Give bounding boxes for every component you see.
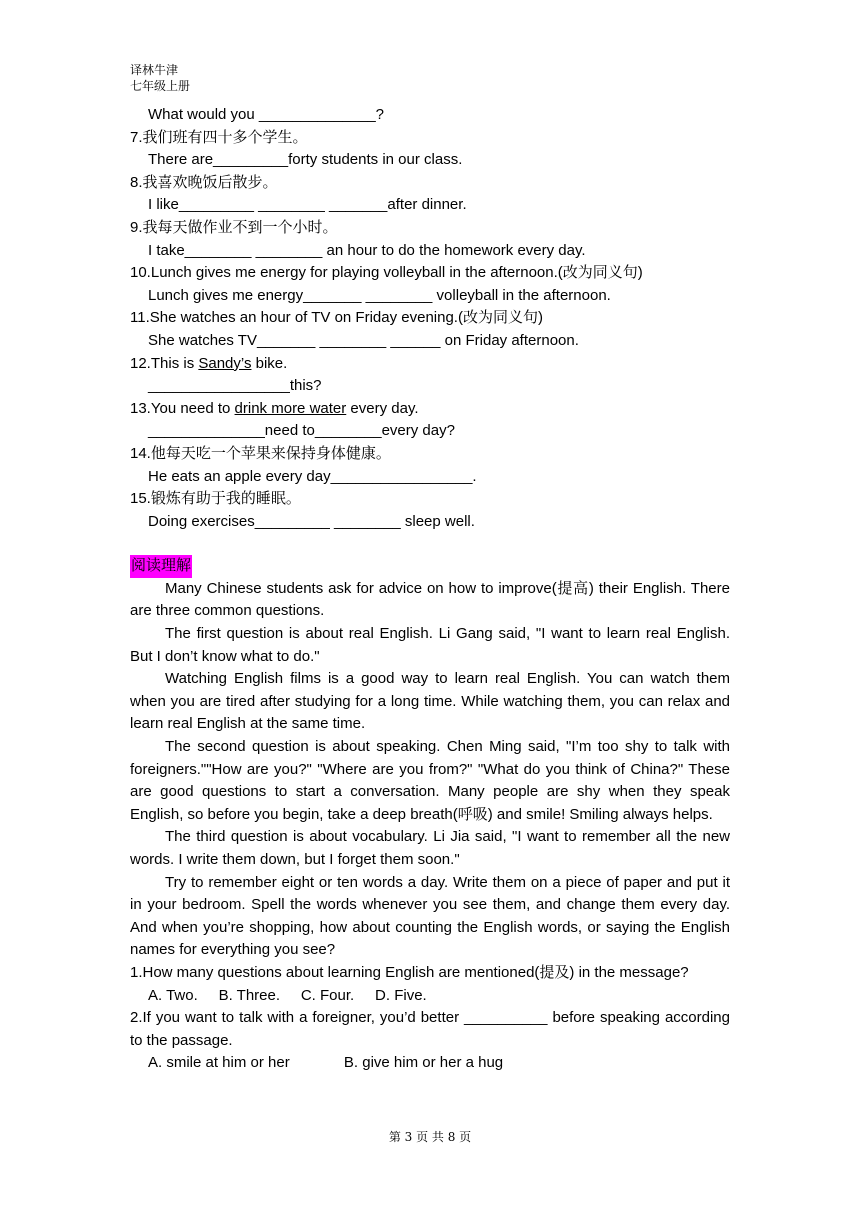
exercise-item: 14.他每天吃一个苹果来保持身体健康。 (130, 444, 391, 462)
answer-options: A. smile at him or her B. give him or her a hug (148, 1054, 504, 1072)
header-grade: 七年级上册 (130, 79, 191, 93)
exercise-item: 11.She watches an hour of TV on Friday evening.(改为同义句) (130, 309, 543, 327)
underlined-phrase: drink more water (234, 399, 347, 417)
exercise-item: 10.Lunch gives me energy for playing volleyball in the afternoon.(改为同义句) (130, 264, 643, 282)
answer-line: I like_________ ________ _______after dinner. (148, 196, 467, 214)
answer-line: There are_________forty students in our class. (148, 151, 463, 169)
passage-paragraph: The second question is about speaking. Chen Ming said, "I’m too shy to talk with foreigners.""How are you?" "Where are you from?" "What do you think of China?" These are good questions to start a conversation. Many people are shy when they speak English, so before you begin, take a deep breath(呼吸) and smile! Smiling always helps. (130, 738, 730, 823)
reading-passage (130, 578, 730, 962)
reading-section (130, 555, 730, 1075)
exercise-item: 12.This is Sandy’s bike. (130, 354, 288, 372)
answer-line: Doing exercises_________ ________ sleep well. (148, 512, 475, 530)
question-list (130, 962, 730, 1075)
exercise-item: 7.我们班有四十多个学生。 (130, 128, 308, 146)
page-number: 第 3 页 共 8 页 (388, 1130, 472, 1144)
passage-paragraph: The third question is about vocabulary. Li Jia said, "I want to remember all the new words. I write them down, but I forget them soon." (130, 828, 730, 868)
answer-line: She watches TV_______ ________ ______ on Friday afternoon. (148, 331, 579, 349)
exercise-item: 15.锻炼有助于我的睡眠。 (130, 490, 301, 508)
exercise-item: 13.You need to drink more water every day. (130, 399, 419, 417)
answer-line: _________________this? (148, 377, 322, 395)
answer-line: I take________ ________ an hour to do the homework every day. (148, 241, 586, 259)
passage-paragraph: Many Chinese students ask for advice on how to improve(提高) their English. There are three common questions. (130, 579, 730, 620)
passage-paragraph: Watching English films is a good way to learn real English. You can watch them when you are tired after studying for a long time. While watching them, you can relax and learn real English at the same time. (130, 670, 730, 733)
answer-line: Lunch gives me energy_______ ________ volleyball in the afternoon. (148, 286, 611, 304)
exercise-item: 9.我每天做作业不到一个小时。 (130, 218, 338, 236)
exercise-list (130, 104, 730, 533)
passage-paragraph: Try to remember eight or ten words a day. Write them on a piece of paper and put it in your bedroom. Spell the words whenever you see them, and change them every day. And when you’re shopping, how about counting the English words, or saying the English names for everything you see? (130, 873, 730, 959)
exercise-item: 8.我喜欢晚饭后散步。 (130, 173, 278, 191)
section-title: 阅读理解 (130, 555, 192, 578)
document-header (130, 62, 190, 94)
answer-line: What would you ______________? (148, 106, 385, 123)
page-content (130, 104, 730, 1075)
question-stem: 2.If you want to talk with a foreigner, you’d better __________ before speaking according to the passage. (130, 1009, 730, 1049)
answer-line: ______________need to________every day? (148, 422, 455, 440)
underlined-phrase: Sandy’s (198, 354, 252, 372)
header-textbook: 译林牛津 (130, 63, 179, 77)
answer-options: A. Two. B. Three. C. Four. D. Five. (148, 986, 427, 1004)
question-stem: 1.How many questions about learning English are mentioned(提及) in the message? (130, 963, 689, 981)
passage-paragraph: The first question is about real English. Li Gang said, "I want to learn real English. But I don’t know what to do." (130, 625, 730, 665)
answer-line: He eats an apple every day_________________. (148, 467, 477, 485)
